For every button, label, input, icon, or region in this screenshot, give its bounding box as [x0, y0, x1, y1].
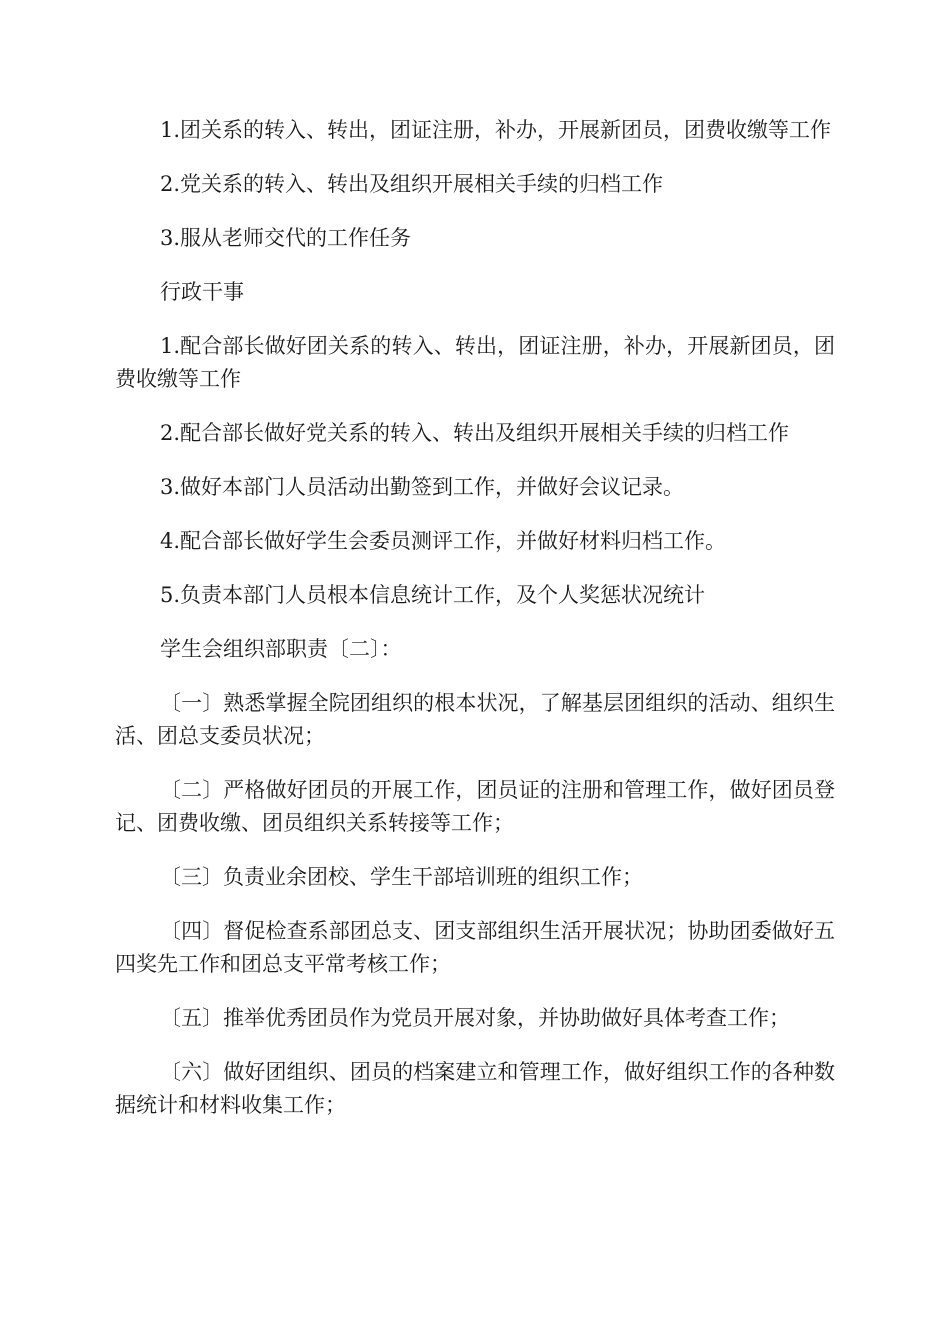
paragraph-7: 3.做好本部门人员活动出勤签到工作，并做好会议记录。	[160, 475, 685, 499]
paragraph-5: 1.配合部长做好团关系的转入、转出，团证注册，补办，开展新团员，团费收缴等工作	[115, 334, 835, 391]
paragraph-15: 〔五〕推举优秀团员作为党员开展对象，并协助做好具体考查工作；	[160, 1006, 790, 1030]
paragraph-8: 4.配合部长做好学生会委员测评工作，并做好材料归档工作。	[160, 529, 727, 553]
paragraph-14: 〔四〕督促检查系部团总支、团支部组织生活开展状况；协助团委做好五四奖先工作和团总支平常考核工作；	[115, 919, 835, 976]
paragraph-13: 〔三〕负责业余团校、学生干部培训班的组织工作；	[160, 865, 643, 889]
document-body	[115, 114, 835, 1143]
paragraph-3: 3.服从老师交代的工作任务	[160, 226, 412, 250]
paragraph-12: 〔二〕严格做好团员的开展工作，团员证的注册和管理工作，做好团员登记、团费收缴、团员组织关系转接等工作；	[115, 778, 835, 835]
paragraph-2: 2.党关系的转入、转出及组织开展相关手续的归档工作	[160, 172, 664, 196]
paragraph-16: 〔六〕做好团组织、团员的档案建立和管理工作，做好组织工作的各种数据统计和材料收集工作；	[115, 1060, 835, 1117]
section-heading-duties-two: 学生会组织部职责〔二〕：	[160, 637, 402, 661]
section-heading-admin-officer: 行政干事	[160, 280, 244, 304]
paragraph-9: 5.负责本部门人员根本信息统计工作，及个人奖惩状况统计	[160, 583, 706, 607]
paragraph-11: 〔一〕熟悉掌握全院团组织的根本状况，了解基层团组织的活动、组织生活、团总支委员状况；	[115, 691, 835, 748]
paragraph-6: 2.配合部长做好党关系的转入、转出及组织开展相关手续的归档工作	[160, 421, 790, 445]
paragraph-1: 1.团关系的转入、转出，团证注册，补办，开展新团员，团费收缴等工作	[160, 118, 832, 142]
